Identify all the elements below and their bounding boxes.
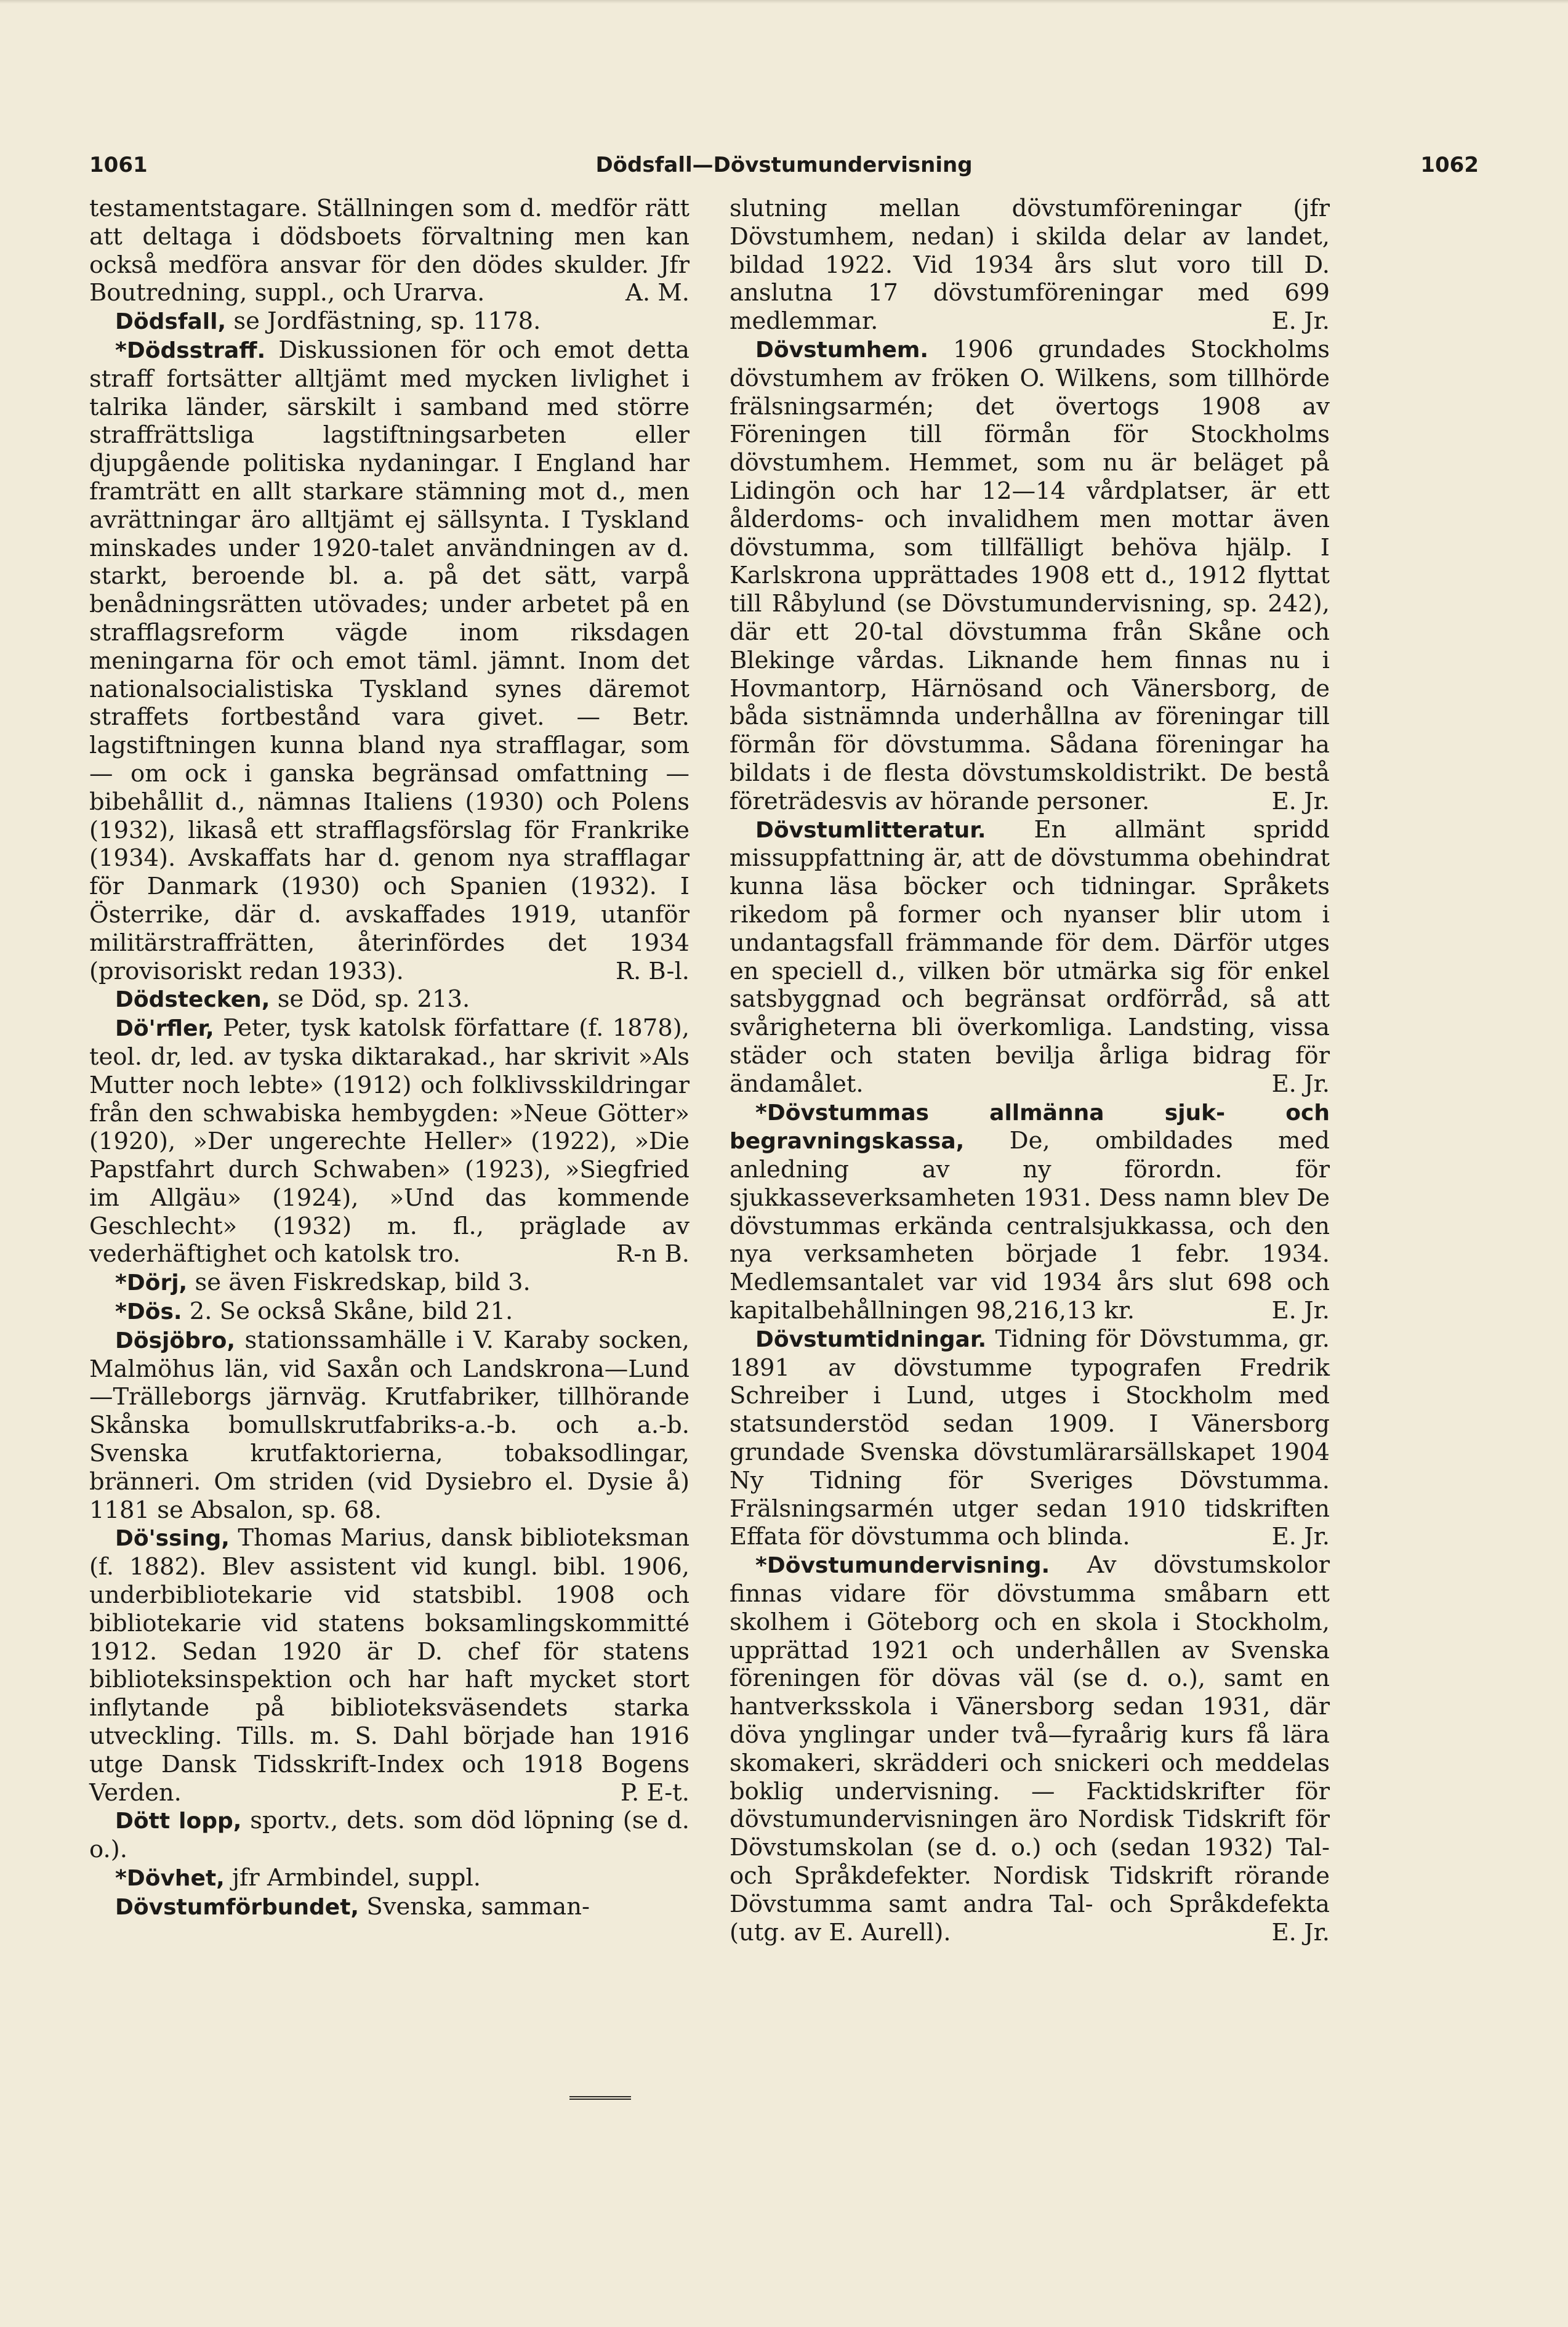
article-entry xyxy=(89,1893,690,1922)
end-rule xyxy=(569,2096,631,2100)
article-entry xyxy=(730,816,1330,1099)
entry-signature: R. B-l. xyxy=(615,957,690,985)
entry-headword: *Dövhet, xyxy=(115,1866,225,1892)
entry-headword: Dö'ssing, xyxy=(115,1526,230,1552)
entry-headword: *Dös. xyxy=(115,1299,182,1325)
entry-text: Peter, tysk katolsk författare (f. 1878), teol. dr, led. av tyska diktarakad., har skrivit »Als Mutter noch lebte» (1912) och folklivsskildringar från den schwabiska hembygden: »Neue Götter» (1920), »Der ungerechte Heller» (1922), »Die Papstfahrt durch Schwaben» (1923), »Siegfried im Allgäu» (1924), »Und das kommende Geschlecht» (1932) m. fl., präglade av vederhäftighet och katolsk tro. xyxy=(89,1014,690,1268)
entry-signature: E. Jr. xyxy=(1271,787,1330,815)
entry-headword: Dövstumtidningar. xyxy=(755,1326,987,1352)
article-entry xyxy=(89,1268,690,1297)
entry-headword: *Dödsstraff. xyxy=(115,337,266,363)
article-entry xyxy=(89,1524,690,1807)
entry-signature: E. Jr. xyxy=(1271,1523,1330,1551)
article-entry xyxy=(89,307,690,336)
entry-signature: E. Jr. xyxy=(1271,1070,1330,1098)
entry-signature: E. Jr. xyxy=(1271,1297,1330,1325)
entry-text: Diskussionen för och emot detta straff fortsätter alltjämt med mycken livlighet i talrika länder, särskilt i samband med större straffrättsliga lagstiftningsarbeten eller djupgående politiska nydaningar. I England har framträtt en allt starkare stämning mot d., men avrättningar äro alltjämt ej sällsynta. I Tyskland minskades under 1920-talet användningen av d. starkt, beroende bl. a. på det sätt, varpå benådningsrätten utövades; under arbetet på en strafflagsreform vägde inom riksdagen meningarna för och emot täml. jämnt. Inom det nationalsocialistiska Tyskland synes däremot straffets fortbestånd vara givet. — Betr. lagstiftningen kunna bland nya strafflagar, som — om ock i ganska begränsad omfattning — bibehållit d., nämnas Italiens (1930) och Polens (1932), likaså ett strafflagsförslag för Frankrike (1934). Avskaffats har d. genom nya strafflagar för Danmark (1930) och Spanien (1932). I Österrike, där d. avskaffades 1919, utanför militärstraffrätten, återinfördes det 1934 (provisoriskt redan 1933). xyxy=(89,336,690,985)
article-entry xyxy=(89,1326,690,1525)
left-column xyxy=(89,195,690,1922)
page-number-right: 1062 xyxy=(1420,153,1479,177)
right-column xyxy=(730,195,1330,1946)
article-entry xyxy=(730,1099,1330,1325)
entry-text: se Död, sp. 213. xyxy=(277,985,470,1014)
entry-text: se Jordfästning, sp. 1178. xyxy=(233,307,541,336)
entry-headword: Dött lopp, xyxy=(115,1809,242,1834)
article-entry xyxy=(89,1864,690,1893)
entry-signature: E. Jr. xyxy=(1271,307,1330,336)
entry-headword: Dösjöbro, xyxy=(115,1328,236,1353)
page-edge xyxy=(0,0,1568,4)
entry-text: 1906 grundades Stockholms dövstumhem av fröken O. Wilkens, som tillhörde frälsningsarmén; det övertogs 1908 av Föreningen till förmån för Stockholms dövstumhem. Hemmet, som nu är beläget på Lidingön och har 12—14 vårdplatser, är ett ålderdoms- och invalidhem men mottar även dövstumma, som tillfälligt behöva hjälp. I Karlskrona upprättades 1908 ett d., 1912 flyttat till Råbylund (se Dövstumundervisning, sp. 242), där ett 20-tal dövstumma från Skåne och Blekinge vårdas. Liknande hem finnas nu i Hovmantorp, Härnösand och Vänersborg, de båda sistnämnda underhållna av föreningar till förmån för dövstumma. Sådana föreningar ha bildats i de flesta dövstumskoldistrikt. De bestå företrädesvis av hörande personer. xyxy=(730,335,1330,815)
entry-text: testamentstagare. Ställningen som d. medför rätt att deltaga i dödsboets förvaltning men kan också medföra ansvar för den dödes skulder. Jfr Boutredning, suppl., och Urarva. xyxy=(89,195,690,307)
entry-text: jfr Armbindel, suppl. xyxy=(232,1864,481,1892)
entry-headword: Dö'rfler, xyxy=(115,1016,214,1042)
entry-headword: Dödstecken, xyxy=(115,987,270,1013)
article-entry xyxy=(89,985,690,1014)
entry-headword: Dövstumhem. xyxy=(755,337,929,363)
entry-signature: P. E-t. xyxy=(620,1778,690,1807)
article-entry xyxy=(89,1297,690,1326)
entry-headword: Dövstumlitteratur. xyxy=(755,817,986,843)
article-entry xyxy=(730,1551,1330,1946)
page-header xyxy=(89,147,1479,183)
article-entry xyxy=(89,336,690,985)
entry-signature: A. M. xyxy=(625,279,690,307)
entry-signature: E. Jr. xyxy=(1271,1918,1330,1946)
article-entry xyxy=(89,1807,690,1864)
entry-text: slutning mellan dövstumföreningar (jfr Dövstumhem, nedan) i skilda delar av landet, bildad 1922. Vid 1934 års slut voro till D. anslutna 17 dövstumföreningar med 699 medlemmar. xyxy=(730,195,1330,336)
article-entry xyxy=(89,195,690,307)
entry-headword: Dövstumförbundet, xyxy=(115,1894,360,1920)
entry-text: stationssamhälle i V. Karaby socken, Malmöhus län, vid Saxån och Landskrona—Lund—Trälleborgs järnväg. Krutfabriker, tillhörande Skånska bomullskrutfabriks-a.-b. och a.-b. Svenska krutfaktorierna, tobaksodlingar, bränneri. Om striden (vid Dysiebro el. Dysie å) 1181 se Absalon, sp. 68. xyxy=(89,1326,690,1524)
entry-text: sportv., dets. som död löpning (se d. o.). xyxy=(89,1807,690,1864)
entry-text: 2. Se också Skåne, bild 21. xyxy=(189,1297,513,1326)
article-entry xyxy=(730,195,1330,336)
page-number-left: 1061 xyxy=(89,153,148,177)
entry-headword: *Dövstummas allmänna sjuk- och begravningskassa, xyxy=(730,1100,1330,1155)
article-entry xyxy=(730,336,1330,816)
entry-signature: R-n B. xyxy=(616,1240,690,1268)
entry-text: De, ombildades med anledning av ny förordn. för sjukkasseverksamheten 1931. Dess namn blev De dövstummas erkända centralsjukkassa, och den nya verksamheten började 1 febr. 1934. Medlemsantalet var vid 1934 års slut 698 och kapitalbehållningen 98,216,13 kr. xyxy=(730,1127,1330,1325)
article-entry xyxy=(89,1014,690,1268)
entry-text: En allmänt spridd missuppfattning är, att de dövstumma obehindrat kunna läsa böcker och tidningar. Språkets rikedom på former och nyanser blir utom i undantagsfall främmande för dem. Därför utges en speciell d., vilken bör utmärka sig för enkel satsbyggnad och begränsat ordförråd, så att svårigheterna bli överkomliga. Landsting, vissa städer och staten bevilja årliga bidrag för ändamålet. xyxy=(730,815,1330,1098)
entry-text: Svenska, samman- xyxy=(366,1892,590,1921)
entry-text: Av dövstumskolor finnas vidare för dövstumma småbarn ett skolhem i Göteborg och en skola i Stockholm, upprättad 1921 och underhållen av Svenska föreningen för dövas väl (se d. o.), samt en hantverksskola i Vänersborg sedan 1931, där döva ynglingar under två—fyraårig kurs få lära skomakeri, skrädderi och snickeri och meddelas boklig undervisning. — Facktidskrifter för dövstumundervisningen äro Nordisk Tidskrift för Dövstumskolan (se d. o.) och (sedan 1932) Tal- och Språkdefekter. Nordisk Tidskrift rörande Dövstumma samt andra Tal- och Språkdefekta (utg. av E. Aurell). xyxy=(730,1551,1330,1946)
entry-text: se även Fiskredskap, bild 3. xyxy=(195,1268,531,1297)
running-title: Dödsfall—Dövstumundervisning xyxy=(595,153,973,177)
entry-text: Thomas Marius, dansk biblioteksman (f. 1882). Blev assistent vid kungl. bibl. 1906, underbibliotekarie vid statsbibl. 1908 och bibliotekarie vid statens boksamlingskommitté 1912. Sedan 1920 är D. chef för statens biblioteksinspektion och har haft mycket stort inflytande på biblioteksväsendets starka utveckling. Tills. m. S. Dahl började han 1916 utge Dansk Tidsskrift-Index och 1918 Bogens Verden. xyxy=(89,1524,690,1807)
entry-headword: Dödsfall, xyxy=(115,309,227,335)
entry-headword: *Dörj, xyxy=(115,1270,188,1296)
entry-text: Tidning för Dövstumma, gr. 1891 av dövstumme typografen Fredrik Schreiber i Lund, utges i Stockholm med statsunderstöd sedan 1909. I Vänersborg grundade Svenska dövstumlärarsällskapet 1904 Ny Tidning för Sveriges Dövstumma. Frälsningsarmén utger sedan 1910 tidskriften Effata för dövstumma och blinda. xyxy=(730,1325,1330,1551)
entry-headword: *Dövstumundervisning. xyxy=(755,1553,1050,1579)
article-entry xyxy=(730,1325,1330,1551)
